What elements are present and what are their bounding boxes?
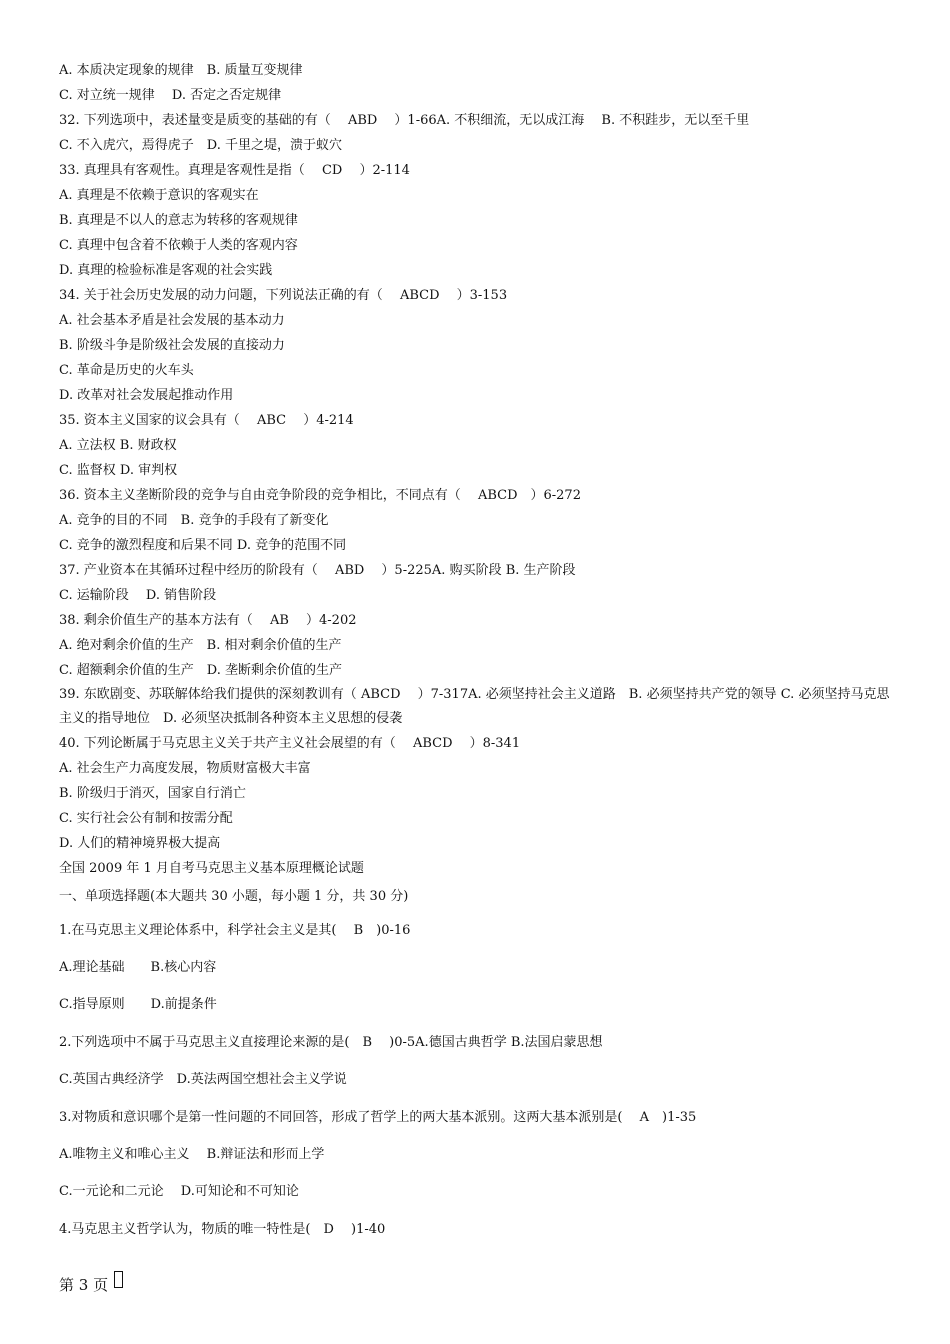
text-line: D. 真理的检验标准是客观的社会实践 (59, 263, 273, 278)
text-line: 40. 下列论断属于马克思主义关于共产主义社会展望的有（ ABCD ）8-341 (59, 736, 521, 751)
text-line: 4.马克思主义哲学认为，物质的唯一特性是( D )1-40 (59, 1221, 386, 1237)
page-number: 第 3 页 (59, 1276, 109, 1294)
text-line: 34. 关于社会历史发展的动力问题，下列说法正确的有（ ABCD ）3-153 (59, 288, 508, 303)
text-line: 1.在马克思主义理论体系中，科学社会主义是其( B )0-16 (59, 923, 411, 938)
text-line: A. 绝对剩余价值的生产 B. 相对剩余价值的生产 (59, 638, 342, 653)
text-line: C.英国古典经济学 D.英法两国空想社会主义学说 (59, 1072, 347, 1088)
text-line: 38. 剩余价值生产的基本方法有（ AB ）4-202 (59, 613, 357, 628)
text-line: C. 革命是历史的火车头 (59, 363, 194, 378)
text-line: C. 真理中包含着不依赖于人类的客观内容 (59, 238, 298, 253)
text-line: C. 不入虎穴，焉得虎子 D. 千里之堤，溃于蚁穴 (59, 138, 342, 153)
text-line: 37. 产业资本在其循环过程中经历的阶段有（ ABD ）5-225A. 购买阶段 B. 生产阶段 (59, 563, 576, 578)
page-footer (59, 1270, 123, 1300)
box-glyph-icon (114, 1271, 123, 1288)
text-line: C. 竞争的激烈程度和后果不同 D. 竞争的范围不同 (59, 538, 347, 553)
text-line: C.指导原则 D.前提条件 (59, 997, 217, 1013)
text-line: A. 本质决定现象的规律 B. 质量互变规律 (59, 63, 303, 78)
text-line: C. 监督权 D. 审判权 (59, 463, 178, 478)
text-line: A.唯物主义和唯心主义 B.辩证法和形而上学 (59, 1146, 325, 1162)
text-line: 35. 资本主义国家的议会具有（ ABC ）4-214 (59, 413, 354, 428)
question-lines-40 (59, 731, 894, 881)
text-line: 全国 2009 年 1 月自考马克思主义基本原理概论试题 (59, 861, 364, 876)
question-lines-2009 (59, 912, 894, 1248)
section-heading: 一、单项选择题(本大题共 30 小题，每小题 1 分，共 30 分) (59, 889, 409, 904)
text-line: A.理论基础 B.核心内容 (59, 960, 217, 975)
text-line: A. 竞争的目的不同 B. 竞争的手段有了新变化 (59, 513, 329, 528)
question-lines-31-38 (59, 58, 894, 683)
text-line: 2.下列选项中不属于马克思主义直接理论来源的是( B )0-5A.德国古典哲学 B.法国启蒙思想 (59, 1034, 603, 1050)
text-line: C. 实行社会公有制和按需分配 (59, 811, 233, 826)
text-line: B. 阶级归于消灭，国家自行消亡 (59, 786, 246, 801)
text-line: B. 阶级斗争是阶级社会发展的直接动力 (59, 338, 285, 353)
text-line: 3.对物质和意识哪个是第一性问题的不同回答，形成了哲学上的两大基本派别。这两大基本派别是( A )1-35 (59, 1109, 697, 1125)
text-line: A. 立法权 B. 财政权 (59, 438, 177, 453)
text-line: D. 人们的精神境界极大提高 (59, 836, 221, 851)
question-39: 39. 东欧剧变、苏联解体给我们提供的深刻教训有（ ABCD ）7-317A. 必须坚持社会主义道路 B. 必须坚持共产党的领导 C. 必须坚持马克思主义的指导地位 D. 必须坚决抵制各种资本主义思想的侵袭 (59, 687, 890, 726)
text-line: 32. 下列选项中，表述量变是质变的基础的有（ ABD ）1-66A. 不积细流，无以成江海 B. 不积跬步，无以至千里 (59, 113, 750, 128)
document-body (59, 58, 894, 1248)
text-line: 36. 资本主义垄断阶段的竞争与自由竞争阶段的竞争相比，不同点有（ ABCD ）6-272 (59, 488, 581, 503)
text-line: C. 运输阶段 D. 销售阶段 (59, 588, 217, 603)
text-line: B. 真理是不以人的意志为转移的客观规律 (59, 213, 298, 228)
text-line: 33. 真理具有客观性。真理是客观性是指（ CD ）2-114 (59, 163, 410, 178)
text-line: A. 社会基本矛盾是社会发展的基本动力 (59, 313, 285, 328)
text-line: C. 对立统一规律 D. 否定之否定规律 (59, 88, 282, 103)
text-line: C.一元论和二元论 D.可知论和不可知论 (59, 1184, 299, 1200)
text-line: C. 超额剩余价值的生产 D. 垄断剩余价值的生产 (59, 663, 342, 678)
text-line: A. 社会生产力高度发展，物质财富极大丰富 (59, 761, 311, 776)
text-line: D. 改革对社会发展起推动作用 (59, 388, 234, 403)
text-line: A. 真理是不依赖于意识的客观实在 (59, 188, 259, 203)
